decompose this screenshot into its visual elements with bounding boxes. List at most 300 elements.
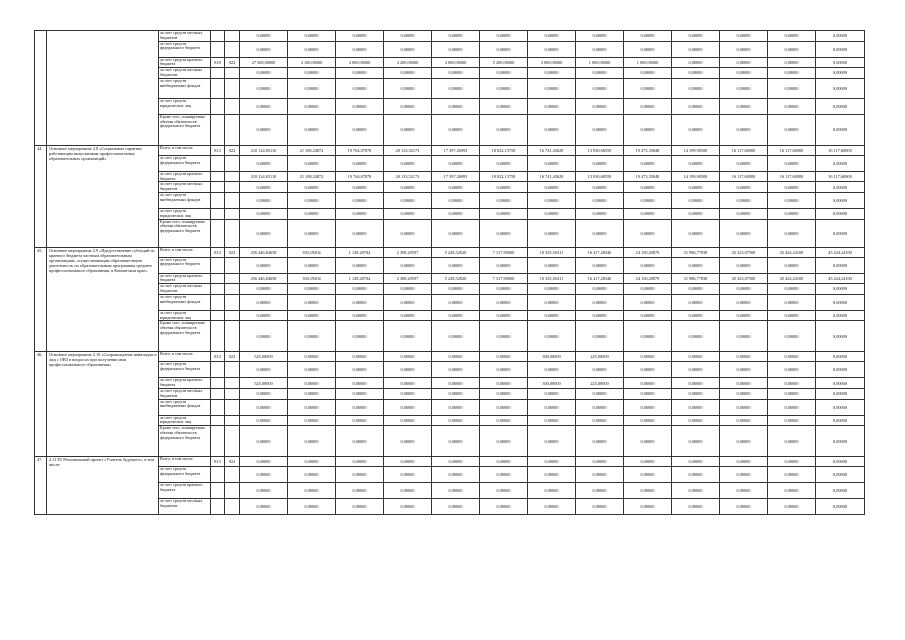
amount-cell: 0,00000	[624, 399, 672, 415]
section-code	[225, 310, 240, 321]
amount-cell: 0,00000	[528, 399, 576, 415]
table-row	[35, 257, 865, 273]
section-code	[225, 31, 240, 42]
amount-cell: 0,00000	[528, 98, 576, 114]
amount-cell: 0,00000	[624, 68, 672, 79]
amount-cell: 0,00000	[528, 483, 576, 499]
amount-cell: 0,00000	[336, 415, 384, 426]
funding-source: за счет средств местных бюджетов	[159, 499, 211, 515]
amount-cell: 0,00000	[720, 257, 768, 273]
amount-cell: 0,00000	[384, 426, 432, 457]
amount-cell: 0,00000	[624, 415, 672, 426]
amount-cell: 0,00000	[768, 388, 816, 399]
amount-cell: 0,00000	[720, 321, 768, 352]
amount-cell: 0,00000	[480, 362, 528, 378]
amount-cell: 0,00000	[624, 114, 672, 145]
grbs-code	[211, 114, 225, 145]
table-row	[35, 78, 865, 98]
funding-source: за счет средств внебюджетных фондов	[159, 192, 211, 208]
amount-cell: 0,00000	[576, 68, 624, 79]
amount-cell: 0,00000	[288, 114, 336, 145]
amount-cell: 0,00000	[336, 31, 384, 42]
amount-cell: 0,00000	[624, 155, 672, 171]
amount-cell: 0,00000	[240, 310, 288, 321]
amount-cell: 0,00000	[720, 483, 768, 499]
amount-cell: 0,00000	[672, 219, 720, 247]
amount-cell: 300,00000	[528, 378, 576, 389]
grbs-code: 818	[211, 57, 225, 68]
amount-cell: 0,00000	[480, 399, 528, 415]
amount-cell: 0,00000	[768, 114, 816, 145]
amount-cell: 0,00000	[576, 467, 624, 483]
amount-cell: 0,00000	[432, 208, 480, 219]
amount-cell: 16 741,43629	[528, 171, 576, 182]
amount-cell: 0,00000	[240, 426, 288, 457]
amount-cell: 0,00000	[816, 426, 865, 457]
amount-cell: 0,00000	[672, 182, 720, 193]
amount-cell: 0,00000	[768, 192, 816, 208]
amount-cell: 0,00000	[720, 399, 768, 415]
grbs-code	[211, 483, 225, 499]
table-row	[35, 426, 865, 457]
amount-cell: 0,00000	[576, 415, 624, 426]
amount-cell: 45 424,24100	[816, 273, 865, 284]
amount-cell: 0,00000	[384, 388, 432, 399]
amount-cell: 0,00000	[768, 378, 816, 389]
amount-cell: 225,00000	[576, 352, 624, 362]
amount-cell: 0,00000	[336, 192, 384, 208]
amount-cell: 1 000,00000	[576, 57, 624, 68]
amount-cell: 0,00000	[480, 426, 528, 457]
amount-cell: 0,00000	[432, 219, 480, 247]
amount-cell: 0,00000	[528, 284, 576, 295]
amount-cell: 0,00000	[432, 41, 480, 57]
amount-cell: 0,00000	[528, 415, 576, 426]
amount-cell: 0,00000	[576, 78, 624, 98]
section-code	[225, 415, 240, 426]
section-code	[225, 499, 240, 515]
amount-cell: 0,00000	[384, 415, 432, 426]
table-row	[35, 98, 865, 114]
amount-cell: 5 228,52820	[432, 273, 480, 284]
grbs-code	[211, 378, 225, 389]
amount-cell: 0,00000	[432, 415, 480, 426]
amount-cell: 0,00000	[240, 31, 288, 42]
amount-cell: 0,00000	[528, 310, 576, 321]
amount-cell: 0,00000	[768, 219, 816, 247]
amount-cell: 0,00000	[288, 284, 336, 295]
amount-cell: 0,00000	[528, 41, 576, 57]
table-row	[35, 352, 865, 362]
amount-cell: 0,00000	[816, 284, 865, 295]
funding-source: за счет средств федерального бюджета	[159, 362, 211, 378]
amount-cell: 0,00000	[816, 467, 865, 483]
amount-cell: 0,00000	[528, 388, 576, 399]
amount-cell: 525,00000	[240, 378, 288, 389]
funding-source: за счет средств юридических лиц	[159, 415, 211, 426]
amount-cell: 0,00000	[768, 457, 816, 467]
table-row	[35, 362, 865, 378]
amount-cell: 0,00000	[240, 98, 288, 114]
amount-cell: 0,00000	[528, 182, 576, 193]
amount-cell: 0,00000	[288, 41, 336, 57]
amount-cell: 0,00000	[816, 114, 865, 145]
section-code	[225, 68, 240, 79]
amount-cell: 0,00000	[432, 31, 480, 42]
amount-cell: 19 764,07878	[336, 145, 384, 155]
amount-cell: 0,00000	[576, 294, 624, 310]
amount-cell: 0,00000	[384, 208, 432, 219]
grbs-code	[211, 294, 225, 310]
grbs-code	[211, 467, 225, 483]
table-row	[35, 41, 865, 57]
amount-cell: 0,00000	[720, 98, 768, 114]
amount-cell: 20 133,52173	[384, 145, 432, 155]
table-row	[35, 284, 865, 295]
amount-cell: 0,00000	[624, 388, 672, 399]
amount-cell: 0,00000	[480, 192, 528, 208]
activity-name: Основное мероприятие 2.8 «Социальные гарантии работающим выпускникам профессиональных образовательных организаций»	[47, 145, 159, 247]
grbs-code	[211, 182, 225, 193]
amount-cell: 0,00000	[768, 399, 816, 415]
amount-cell: 0,00000	[768, 499, 816, 515]
table-row	[35, 483, 865, 499]
amount-cell: 5 228,52820	[432, 247, 480, 257]
amount-cell: 0,00000	[768, 208, 816, 219]
amount-cell: 0,00000	[768, 68, 816, 79]
amount-cell: 0,00000	[816, 352, 865, 362]
amount-cell: 0,00000	[384, 457, 432, 467]
amount-cell: 31 986,77838	[672, 247, 720, 257]
amount-cell: 7 317,90000	[480, 247, 528, 257]
amount-cell: 0,00000	[384, 182, 432, 193]
amount-cell: 0,00000	[816, 68, 865, 79]
grbs-code	[211, 155, 225, 171]
amount-cell: 0,00000	[336, 284, 384, 295]
amount-cell: 14 199,90508	[672, 145, 720, 155]
section-code	[225, 98, 240, 114]
amount-cell: 0,00000	[480, 257, 528, 273]
amount-cell: 0,00000	[576, 321, 624, 352]
table-row	[35, 114, 865, 145]
amount-cell: 0,00000	[720, 284, 768, 295]
amount-cell: 0,00000	[240, 208, 288, 219]
amount-cell: 0,00000	[240, 294, 288, 310]
amount-cell: 0,00000	[240, 399, 288, 415]
section-code: 022	[225, 247, 240, 257]
funding-source: за счет средств краевого бюджета	[159, 273, 211, 284]
amount-cell: 0,00000	[816, 483, 865, 499]
amount-cell: 16 117,60000	[720, 171, 768, 182]
amount-cell: 0,00000	[288, 219, 336, 247]
grbs-code	[211, 426, 225, 457]
amount-cell: 0,00000	[528, 78, 576, 98]
amount-cell: 0,00000	[432, 352, 480, 362]
amount-cell: 0,00000	[240, 457, 288, 467]
amount-cell: 4 200,00000	[384, 57, 432, 68]
amount-cell: 0,00000	[528, 219, 576, 247]
amount-cell: 0,00000	[432, 257, 480, 273]
amount-cell: 0,00000	[768, 31, 816, 42]
grbs-code	[211, 310, 225, 321]
amount-cell: 0,00000	[432, 388, 480, 399]
amount-cell: 0,00000	[672, 499, 720, 515]
amount-cell: 0,00000	[672, 415, 720, 426]
grbs-code: 813	[211, 457, 225, 467]
amount-cell: 0,00000	[432, 114, 480, 145]
amount-cell: 0,00000	[672, 362, 720, 378]
amount-cell: 0,00000	[816, 78, 865, 98]
amount-cell: 0,00000	[624, 352, 672, 362]
amount-cell: 10 335,50411	[528, 273, 576, 284]
amount-cell: 0,00000	[336, 378, 384, 389]
table-row	[35, 321, 865, 352]
funding-source: за счет средств местных бюджетов	[159, 31, 211, 42]
table-row	[35, 145, 865, 155]
amount-cell: 0,00000	[816, 192, 865, 208]
table-row	[35, 399, 865, 415]
amount-cell: 0,00000	[384, 483, 432, 499]
amount-cell: 0,00000	[480, 219, 528, 247]
amount-cell: 16 117,60000	[816, 171, 865, 182]
table-row	[35, 155, 865, 171]
amount-cell: 0,00000	[528, 362, 576, 378]
amount-cell: 225,00000	[576, 378, 624, 389]
amount-cell: 0,00000	[720, 426, 768, 457]
amount-cell: 19 473,35848	[624, 145, 672, 155]
amount-cell: 0,00000	[816, 388, 865, 399]
amount-cell: 525,00000	[240, 352, 288, 362]
amount-cell: 45 323,07500	[720, 247, 768, 257]
grbs-code	[211, 415, 225, 426]
section-code	[225, 273, 240, 284]
amount-cell: 0,00000	[384, 114, 432, 145]
amount-cell: 17 397,26993	[432, 145, 480, 155]
amount-cell: 0,00000	[672, 57, 720, 68]
amount-cell: 0,00000	[384, 284, 432, 295]
amount-cell: 0,00000	[480, 41, 528, 57]
amount-cell: 0,00000	[288, 467, 336, 483]
amount-cell: 0,00000	[288, 192, 336, 208]
amount-cell: 0,00000	[336, 399, 384, 415]
amount-cell: 0,00000	[384, 192, 432, 208]
amount-cell: 0,00000	[624, 321, 672, 352]
amount-cell: 0,00000	[672, 457, 720, 467]
amount-cell: 0,00000	[576, 41, 624, 57]
amount-cell: 0,00000	[384, 155, 432, 171]
amount-cell: 0,00000	[672, 426, 720, 457]
amount-cell: 0,00000	[336, 426, 384, 457]
activity-name: Основное мероприятие 2.9 «Предоставление субсидий из краевого бюджета частным образовательным организациям, осуществляющим образовательную деятельность по образовательным программам среднего профессионального образования, в Камчатском крае»	[47, 247, 159, 352]
section-code	[225, 257, 240, 273]
amount-cell: 27 500,00000	[240, 57, 288, 68]
row-number: 44.	[35, 145, 47, 247]
amount-cell: 0,00000	[576, 310, 624, 321]
amount-cell: 16 117,60000	[768, 171, 816, 182]
funding-source: за счет средств федерального бюджета	[159, 155, 211, 171]
amount-cell: 16 741,43629	[528, 145, 576, 155]
amount-cell: 0,00000	[624, 426, 672, 457]
amount-cell: 0,00000	[480, 310, 528, 321]
section-code	[225, 78, 240, 98]
funding-source: Кроме того, планируемые объемы обязательств федерального бюджета	[159, 321, 211, 352]
amount-cell: 0,00000	[768, 78, 816, 98]
amount-cell: 0,00000	[384, 352, 432, 362]
amount-cell: 0,00000	[432, 483, 480, 499]
amount-cell: 0,00000	[384, 68, 432, 79]
grbs-code	[211, 284, 225, 295]
amount-cell: 24 150,20879	[624, 273, 672, 284]
amount-cell: 0,00000	[240, 284, 288, 295]
amount-cell: 45 424,24100	[768, 273, 816, 284]
amount-cell: 16 117,60000	[768, 145, 816, 155]
amount-cell: 0,00000	[768, 352, 816, 362]
grbs-code	[211, 362, 225, 378]
amount-cell: 0,00000	[624, 457, 672, 467]
amount-cell: 0,00000	[288, 155, 336, 171]
amount-cell: 0,00000	[672, 257, 720, 273]
amount-cell: 0,00000	[240, 388, 288, 399]
amount-cell: 0,00000	[672, 321, 720, 352]
amount-cell: 0,00000	[336, 155, 384, 171]
amount-cell: 10 335,50411	[528, 247, 576, 257]
amount-cell: 0,00000	[480, 321, 528, 352]
section-code	[225, 467, 240, 483]
table-row	[35, 388, 865, 399]
amount-cell: 0,00000	[480, 208, 528, 219]
section-code	[225, 208, 240, 219]
funding-source: за счет средств юридических лиц	[159, 208, 211, 219]
amount-cell: 0,00000	[480, 78, 528, 98]
amount-cell: 0,00000	[672, 388, 720, 399]
amount-cell: 0,00000	[384, 257, 432, 273]
amount-cell: 0,00000	[336, 78, 384, 98]
amount-cell: 0,00000	[768, 467, 816, 483]
amount-cell: 0,00000	[816, 57, 865, 68]
amount-cell: 0,00000	[432, 467, 480, 483]
amount-cell: 0,00000	[576, 114, 624, 145]
table-row	[35, 247, 865, 257]
amount-cell: 0,00000	[528, 499, 576, 515]
amount-cell: 31 986,77838	[672, 273, 720, 284]
activity-name: Основное мероприятие 2.10 «Сопровождение инвалидов и лиц с ОВЗ в вопросах при получении ими профессионального образования»	[47, 352, 159, 457]
amount-cell: 0,00000	[480, 415, 528, 426]
amount-cell: 13 930,68559	[576, 171, 624, 182]
amount-cell: 0,00000	[624, 41, 672, 57]
amount-cell: 16 417,28346	[576, 273, 624, 284]
funding-source: Всего, в том числе:	[159, 145, 211, 155]
amount-cell: 0,00000	[336, 114, 384, 145]
amount-cell: 0,00000	[720, 208, 768, 219]
amount-cell: 0,00000	[288, 499, 336, 515]
funding-source: за счет средств краевого бюджета	[159, 483, 211, 499]
table-row	[35, 192, 865, 208]
amount-cell: 0,00000	[768, 321, 816, 352]
amount-cell: 0,00000	[624, 182, 672, 193]
amount-cell: 0,00000	[672, 68, 720, 79]
amount-cell: 0,00000	[336, 219, 384, 247]
amount-cell: 256 446,84658	[240, 273, 288, 284]
section-code	[225, 362, 240, 378]
funding-source: за счет средств федерального бюджета	[159, 467, 211, 483]
section-code	[225, 41, 240, 57]
amount-cell: 0,00000	[528, 68, 576, 79]
amount-cell: 0,00000	[240, 41, 288, 57]
amount-cell: 0,00000	[336, 98, 384, 114]
amount-cell: 0,00000	[336, 352, 384, 362]
amount-cell: 0,00000	[768, 362, 816, 378]
amount-cell: 0,00000	[480, 284, 528, 295]
amount-cell: 0,00000	[576, 362, 624, 378]
amount-cell: 0,00000	[528, 114, 576, 145]
amount-cell: 0,00000	[336, 41, 384, 57]
section-code: 022	[225, 352, 240, 362]
section-code: 022	[225, 145, 240, 155]
amount-cell: 0,00000	[528, 467, 576, 483]
amount-cell: 0,00000	[816, 321, 865, 352]
amount-cell: 0,00000	[816, 399, 865, 415]
amount-cell: 0,00000	[432, 378, 480, 389]
funding-source: Кроме того, планируемые объемы обязательств федерального бюджета	[159, 426, 211, 457]
amount-cell: 0,00000	[672, 31, 720, 42]
grbs-code: 813	[211, 145, 225, 155]
amount-cell: 0,00000	[528, 294, 576, 310]
amount-cell: 0,00000	[576, 31, 624, 42]
amount-cell: 0,00000	[384, 362, 432, 378]
amount-cell: 0,00000	[576, 457, 624, 467]
grbs-code	[211, 219, 225, 247]
amount-cell: 0,00000	[384, 310, 432, 321]
row-number: 45.	[35, 247, 47, 352]
amount-cell: 0,00000	[336, 483, 384, 499]
table-row	[35, 57, 865, 68]
amount-cell: 0,00000	[384, 399, 432, 415]
amount-cell: 0,00000	[624, 467, 672, 483]
amount-cell: 0,00000	[816, 310, 865, 321]
amount-cell: 0,00000	[240, 467, 288, 483]
amount-cell: 0,00000	[816, 208, 865, 219]
amount-cell: 0,00000	[672, 294, 720, 310]
amount-cell: 0,00000	[240, 415, 288, 426]
row-number: 46.	[35, 352, 47, 457]
amount-cell: 1 000,00000	[624, 57, 672, 68]
amount-cell: 0,00000	[288, 378, 336, 389]
amount-cell: 0,00000	[480, 499, 528, 515]
amount-cell: 0,00000	[576, 388, 624, 399]
amount-cell: 0,00000	[768, 182, 816, 193]
amount-cell: 0,00000	[624, 192, 672, 208]
amount-cell: 0,00000	[672, 310, 720, 321]
amount-cell: 0,00000	[480, 378, 528, 389]
table-row	[35, 294, 865, 310]
amount-cell: 0,00000	[624, 483, 672, 499]
amount-cell: 0,00000	[624, 257, 672, 273]
amount-cell: 0,00000	[528, 321, 576, 352]
amount-cell: 0,00000	[384, 78, 432, 98]
amount-cell: 0,00000	[240, 114, 288, 145]
amount-cell: 0,00000	[816, 31, 865, 42]
table-row	[35, 31, 865, 42]
amount-cell: 0,00000	[672, 192, 720, 208]
amount-cell: 0,00000	[672, 467, 720, 483]
amount-cell: 0,00000	[432, 155, 480, 171]
amount-cell: 0,00000	[624, 98, 672, 114]
amount-cell: 0,00000	[768, 98, 816, 114]
amount-cell: 0,00000	[720, 310, 768, 321]
amount-cell: 0,00000	[624, 31, 672, 42]
amount-cell: 0,00000	[768, 155, 816, 171]
amount-cell: 14 199,90508	[672, 171, 720, 182]
